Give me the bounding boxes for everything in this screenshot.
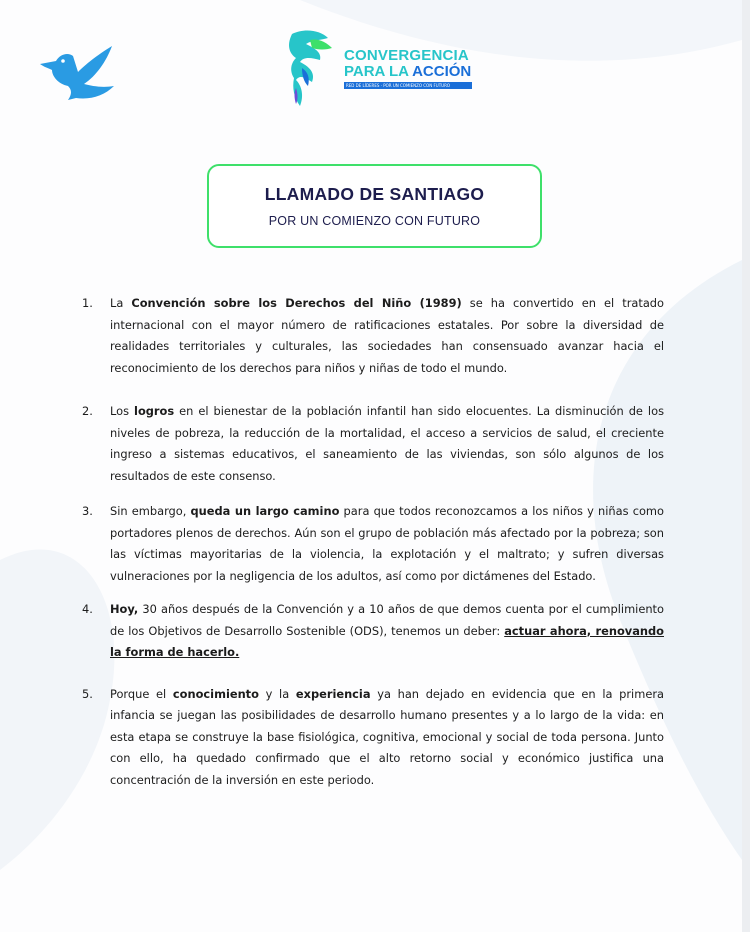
dove-icon xyxy=(38,42,118,104)
item-number: 2. xyxy=(82,404,93,418)
title-box xyxy=(207,164,542,248)
item-bold: queda un largo camino xyxy=(190,504,340,518)
item-text: Los xyxy=(110,404,135,418)
list-item xyxy=(82,401,664,487)
item-bold: experiencia xyxy=(295,686,371,701)
item-number: 3. xyxy=(82,504,93,518)
item-text: ya han dejado en evidencia que en la primera infancia se juegan las posibilidades de desarrollo humano presentes y a lo largo de la vida: en esta etapa se construye la base fisiológica, cognitiva, emocional y social de toda persona. Junto con ello, ha quedado confirmado que el alto retorno social y económico justifica una concentración de la inversión en este periodo. xyxy=(110,686,664,787)
item-underlined: actuar ahora, renovando la forma de hacerlo. xyxy=(110,623,664,659)
logo-title-line1: CONVERGENCIA xyxy=(344,47,469,64)
page-subtitle: POR UN COMIENZO CON FUTURO xyxy=(268,214,481,228)
item-bold: Hoy, xyxy=(110,602,139,616)
item-bold: Convención sobre los Derechos del Niño (1989) xyxy=(131,296,462,310)
logo-para: PARA LA xyxy=(344,63,409,80)
page-title: LLAMADO DE SANTIAGO xyxy=(264,184,485,204)
logo-figure-icon xyxy=(282,28,342,108)
list-item xyxy=(82,501,664,587)
item-text: Porque el xyxy=(110,686,173,701)
item-text: en el bienestar de la población infantil han sido elocuentes. La disminución de los niveles de pobreza, la reducción de la mortalidad, el acceso a servicios de salud, el creciente ingreso a sistemas educativos, el saneamiento de las viviendas, son sólo algunos de los resultados de este consenso. xyxy=(110,404,664,483)
page-edge xyxy=(742,0,750,932)
item-text: La xyxy=(110,296,132,310)
item-number: 4. xyxy=(82,602,93,616)
item-text: se ha convertido en el tratado internacional con el mayor número de ratificaciones estatales. Por sobre la diversidad de realidades territoriales y culturales, las sociedades han consensuado avanzar hacia el reconocimiento de los derechos para niños y niñas de todo el mundo. xyxy=(110,296,664,375)
item-number: 1. xyxy=(82,296,93,310)
list-item xyxy=(82,599,664,664)
list-item xyxy=(82,293,664,379)
declaration-list xyxy=(82,293,664,791)
item-text: y la xyxy=(258,686,296,701)
list-item xyxy=(82,684,664,792)
item-bold: conocimiento xyxy=(172,686,259,701)
convergencia-logo xyxy=(282,28,482,108)
item-text: 30 años después de la Convención y a 10 años de que demos cuenta por el cumplimiento de los Objetivos de Desarrollo Sostenible (ODS), tenemos un deber: xyxy=(110,602,664,638)
item-number: 5. xyxy=(82,686,93,701)
item-text: Sin embargo, xyxy=(110,504,191,518)
item-bold: logros xyxy=(134,404,175,418)
logo-accion: ACCIÓN xyxy=(412,63,472,80)
item-text: para que todos reconozcamos a los niños y niñas como portadores plenos de derechos. Aún son el grupo de población más afectado por la pobreza; son las víctimas mayoritarias de la violencia, la explotación y el maltrato; y sufren diversas vulneraciones por la negligencia de los adultos, así como por dictámenes del Estado. xyxy=(110,504,664,583)
logo-tagline: RED DE LÍDERES · POR UN COMIENZO CON FUTURO xyxy=(344,82,472,89)
